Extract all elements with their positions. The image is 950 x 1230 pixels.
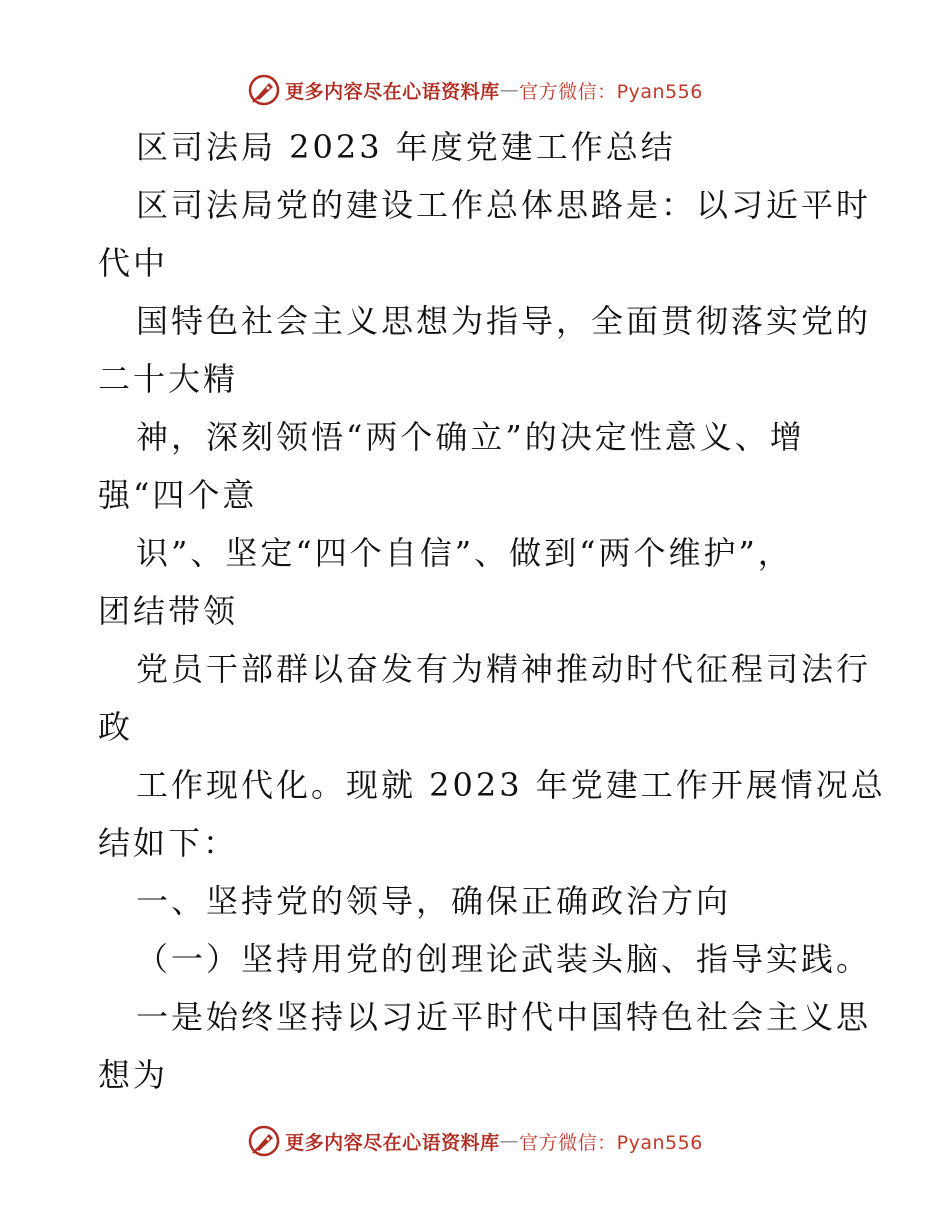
document-line: （一）坚持用党的创理论武装头脑、指导实践。 [136,940,872,978]
document-line: 区司法局 2023 年度党建工作总结 [136,128,676,166]
document-line: 国特色社会主义思想为指导，全面贯彻落实党的 [136,302,872,340]
document-line: 政 [98,708,134,746]
pen-nib-logo-icon [247,73,281,107]
banner-separator: — [499,1130,520,1152]
document-line: 团结带领 [98,592,239,630]
document-line: 神，深刻领悟“两个确立”的决定性意义、增 [136,418,805,456]
header-banner [0,70,950,110]
document-line: 工作现代化。现就 2023 年党建工作开展情况总 [136,766,886,804]
document-line: 结如下： [98,824,239,862]
banner-wechat-text: 官方微信：Pyan556 [519,80,703,103]
banner-wechat-text: 官方微信：Pyan556 [519,1131,703,1154]
document-line: 强“四个意 [98,476,258,514]
document-line: 区司法局党的建设工作总体思路是：以习近平时 [136,186,872,224]
pen-nib-logo-icon [247,1124,281,1158]
document-body [98,118,886,1104]
footer-banner [0,1121,950,1161]
document-line: 识”、坚定“四个自信”、做到“两个维护”， [136,534,793,572]
document-line: 党员干部群以奋发有为精神推动时代征程司法行 [136,650,872,688]
banner-lead-text: 更多内容尽在心语资料库 [285,1131,500,1154]
document-line: 想为 [98,1056,169,1094]
banner-lead-text: 更多内容尽在心语资料库 [285,80,500,103]
document-line: 二十大精 [98,360,239,398]
document-line: 一是始终坚持以习近平时代中国特色社会主义思 [136,998,872,1036]
document-line: 代中 [98,244,169,282]
document-line: 一、坚持党的领导，确保正确政治方向 [136,882,732,920]
banner-separator: — [499,79,520,101]
